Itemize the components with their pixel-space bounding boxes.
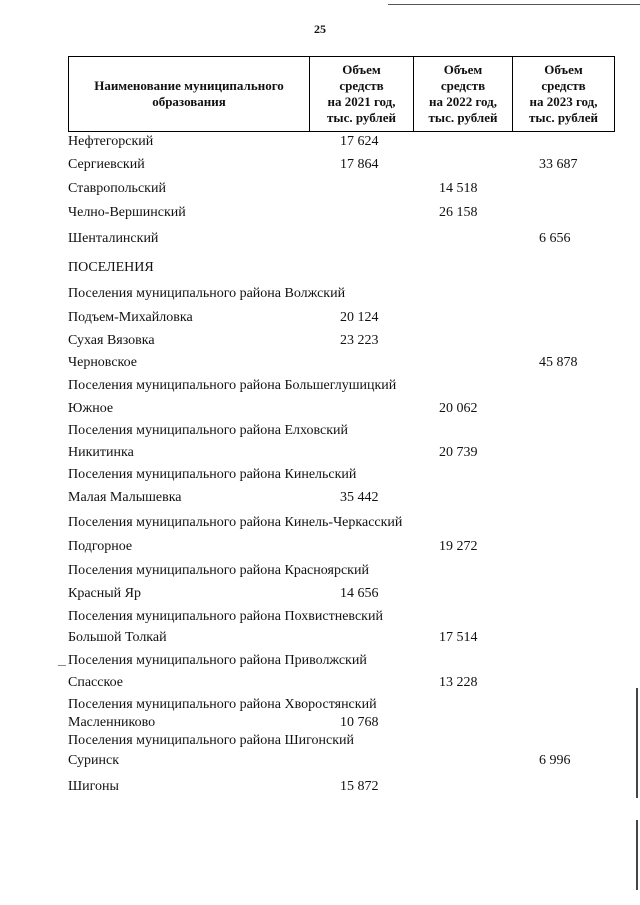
row-label: Масленниково — [68, 715, 156, 730]
table-row — [0, 399, 640, 419]
row-label: Спасское — [68, 675, 123, 690]
row-label: Нефтегорский — [68, 134, 154, 149]
value-2022: 20 062 — [439, 401, 478, 416]
row-label: Суринск — [68, 753, 119, 768]
table-row — [0, 607, 640, 627]
value-2021: 35 442 — [340, 490, 379, 505]
value-2022: 20 739 — [439, 445, 478, 460]
table-row — [0, 258, 640, 278]
table-row — [0, 731, 640, 751]
table-row — [0, 465, 640, 485]
row-label: Поселения муниципального района Похвистневский — [68, 609, 383, 624]
value-2021: 14 656 — [340, 586, 379, 601]
value-2023: 33 687 — [539, 157, 578, 172]
scan-edge-line — [388, 4, 640, 5]
header-2023: Объем средств на 2023 год, тыс. рублей — [529, 62, 598, 125]
table-row — [0, 651, 640, 671]
row-label: Подъем-Михайловка — [68, 310, 193, 325]
value-2023: 45 878 — [539, 355, 578, 370]
row-label: Поселения муниципального района Большеглушицкий — [68, 378, 397, 393]
page-number: 25 — [314, 22, 326, 36]
table-row — [0, 284, 640, 304]
row-label: Сухая Вязовка — [68, 333, 155, 348]
value-2022: 17 514 — [439, 630, 478, 645]
value-2021: 17 624 — [340, 134, 379, 149]
table-row — [0, 443, 640, 463]
row-label: Малая Малышевка — [68, 490, 182, 505]
table-row — [0, 376, 640, 396]
row-label: Ставропольский — [68, 181, 166, 196]
row-label: Челно-Вершинский — [68, 205, 186, 220]
table-row — [0, 331, 640, 351]
table-row — [0, 584, 640, 604]
value-2023: 6 996 — [539, 753, 571, 768]
value-2022: 19 272 — [439, 539, 478, 554]
row-label: Черновское — [68, 355, 138, 370]
table-row — [0, 673, 640, 693]
table-row — [0, 203, 640, 223]
value-2021: 10 768 — [340, 715, 379, 730]
value-2022: 26 158 — [439, 205, 478, 220]
row-label: Южное — [68, 401, 114, 416]
value-2022: 13 228 — [439, 675, 478, 690]
table-row — [0, 561, 640, 581]
row-label: Поселения муниципального района Елховский — [68, 423, 349, 438]
row-label: ПОСЕЛЕНИЯ — [68, 260, 154, 275]
table-row — [0, 628, 640, 648]
table-row — [0, 155, 640, 175]
row-label: Подгорное — [68, 539, 133, 554]
row-label: Поселения муниципального района Кинельский — [68, 467, 357, 482]
row-label: Шигоны — [68, 779, 119, 794]
row-label: Большой Толкай — [68, 630, 167, 645]
header-2021: Объем средств на 2021 год, тыс. рублей — [310, 57, 414, 131]
header-2022: Объем средств на 2022 год, тыс. рублей — [414, 57, 513, 131]
table-row — [0, 229, 640, 249]
value-2022: 14 518 — [439, 181, 478, 196]
table-row — [0, 132, 640, 152]
table-row — [0, 421, 640, 441]
table-header — [68, 56, 615, 132]
table-row — [0, 308, 640, 328]
scan-edge-line — [636, 820, 638, 890]
table-row — [0, 488, 640, 508]
value-2021: 15 872 — [340, 779, 379, 794]
row-label: Сергиевский — [68, 157, 145, 172]
value-2021: 20 124 — [340, 310, 379, 325]
row-label: Поселения муниципального района Приволжский — [68, 653, 367, 668]
row-label: Поселения муниципального района Волжский — [68, 286, 346, 301]
row-label: Поселения муниципального района Красноярский — [68, 563, 369, 578]
table-row — [0, 353, 640, 373]
header-name: Наименование муниципального образования — [69, 57, 310, 131]
row-label: Никитинка — [68, 445, 134, 460]
table-row — [0, 513, 640, 533]
value-2023: 6 656 — [539, 231, 571, 246]
table-row — [0, 751, 640, 771]
row-label: Поселения муниципального района Шигонский — [68, 733, 355, 748]
table-row — [0, 713, 640, 733]
row-label: Поселения муниципального района Кинель-Черкасский — [68, 515, 403, 530]
table-row — [0, 777, 640, 797]
table-row — [0, 695, 640, 715]
table-row — [0, 537, 640, 557]
value-2021: 23 223 — [340, 333, 379, 348]
row-label: Красный Яр — [68, 586, 141, 601]
row-label: Шенталинский — [68, 231, 159, 246]
table-row — [0, 179, 640, 199]
row-label: Поселения муниципального района Хворостянский — [68, 697, 377, 712]
value-2021: 17 864 — [340, 157, 379, 172]
